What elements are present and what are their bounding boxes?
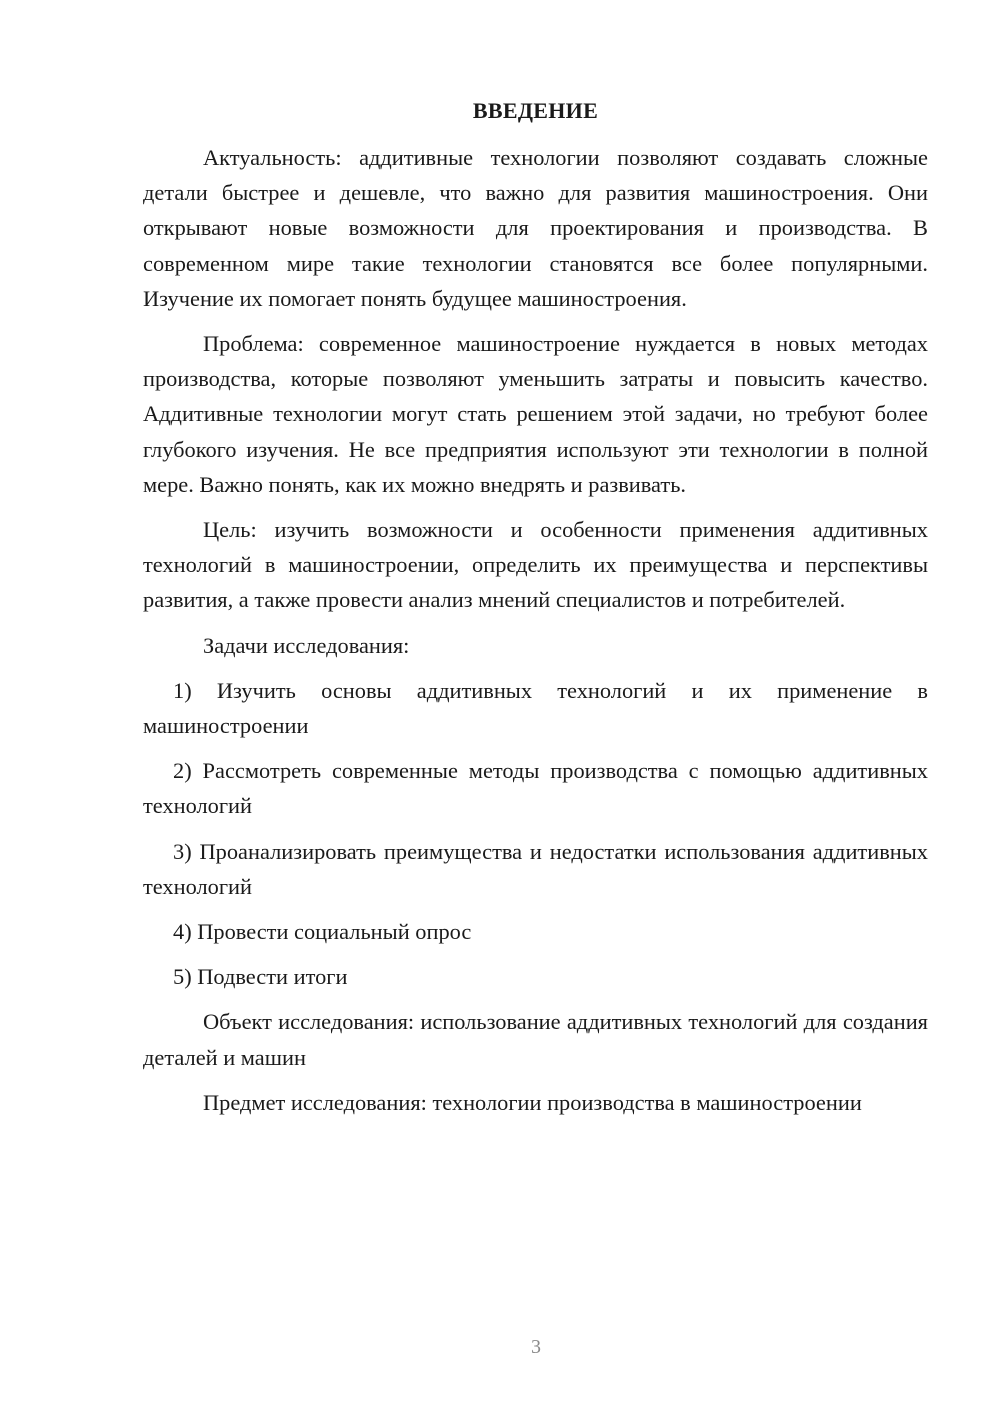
task-item-2: 2) Рассмотреть современные методы производства с помощью аддитивных технологий <box>143 758 928 819</box>
paragraph-subject: Предмет исследования: технологии производства в машиностроении <box>203 1089 862 1115</box>
task-item-1: 1) Изучить основы аддитивных технологий и их применение в машиностроении <box>143 677 928 739</box>
page-title: ВВЕДЕНИЕ <box>472 98 599 123</box>
page-content <box>143 96 928 1130</box>
task-item-3: 3) Проанализировать преимущества и недостатки использования аддитивных технологий <box>143 838 928 899</box>
paragraph-problem: Проблема: современное машиностроение нуждается в новых методах производства, которые позволяют уменьшить затраты и повысить качество. Аддитивные технологии могут стать решением этой задачи, но требуют более глубокого изучения. Не все предприятия используют эти технологии в полной мере. Важно понять, как их можно внедрять и развивать. <box>143 331 928 497</box>
paragraph-object: Объект исследования: использование аддитивных технологий для создания деталей и машин <box>143 1009 928 1070</box>
task-item-5: 5) Подвести итоги <box>173 964 348 990</box>
tasks-heading: Задачи исследования: <box>203 632 410 658</box>
task-item-4: 4) Провести социальный опрос <box>173 919 472 945</box>
paragraph-relevance: Актуальность: аддитивные технологии позволяют создавать сложные детали быстрее и дешевле, что важно для развития машиностроения. Они открывают новые возможности для проектирования и производства. В современном мире такие технологии становятся все более популярными. Изучение их помогает понять будущее машиностроения. <box>143 145 928 311</box>
page-number: 3 <box>531 1336 541 1358</box>
paragraph-goal: Цель: изучить возможности и особенности применения аддитивных технологий в машиностроении, определить их преимущества и перспективы развития, а также провести анализ мнений специалистов и потребителей. <box>143 517 928 613</box>
